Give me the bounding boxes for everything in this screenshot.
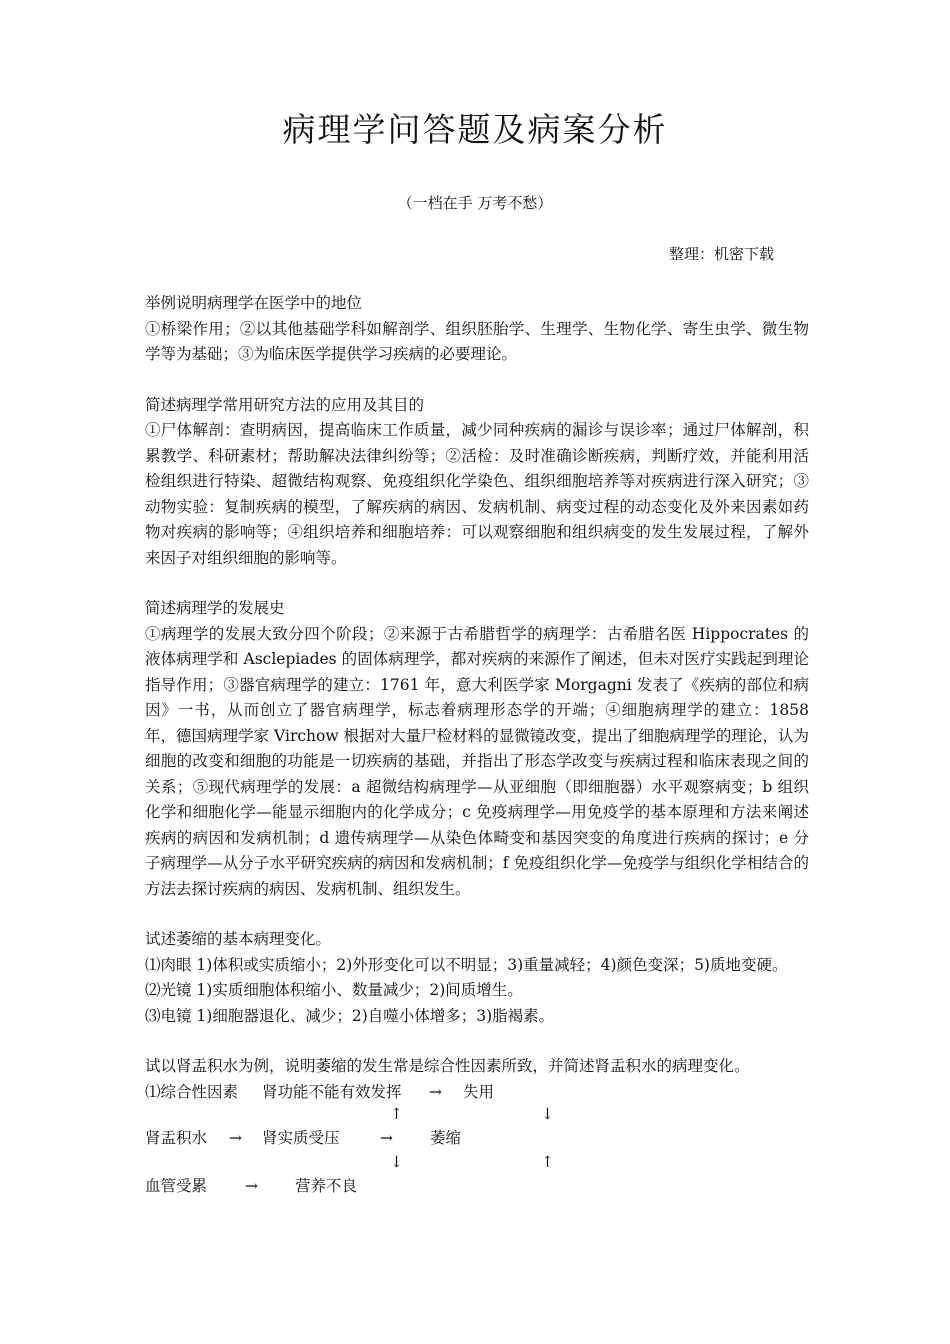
diagram-node: 失用 (463, 1082, 495, 1101)
arrow-right-icon: → (245, 1176, 258, 1195)
answer-paragraph: ⑴肉眼 1)体积或实质缩小；2)外形变化可以不明显；3)重量减轻；4)颜色变深；5)质地变硬。 (145, 955, 788, 974)
qa-section (145, 393, 809, 572)
qa-section (145, 1054, 809, 1200)
answer-paragraph: ⑵光镜 1)实质细胞体积缩小、数量减少；2)间质增生。 (145, 981, 523, 999)
qa-section (145, 927, 809, 1029)
document-body (145, 291, 809, 1225)
diagram-node: 肾功能不能有效发挥 (262, 1082, 402, 1101)
question-heading: 简述病理学常用研究方法的应用及其目的 (145, 395, 425, 414)
document-title: 病理学问答题及病案分析 (282, 110, 668, 149)
arrow-up-icon: ↑ (541, 1152, 554, 1171)
arrow-right-icon: → (380, 1128, 393, 1147)
diagram-node: 营养不良 (295, 1176, 358, 1195)
diagram-node: 血管受累 (145, 1176, 208, 1195)
arrow-right-icon: → (229, 1128, 242, 1147)
arrow-down-icon: ↓ (541, 1104, 554, 1123)
qa-section (145, 291, 809, 368)
editor-credit: 整理：机密下载 (668, 245, 774, 263)
diagram-node: 萎缩 (430, 1128, 462, 1147)
question-heading: 简述病理学的发展史 (145, 599, 285, 617)
atrophy-cause-diagram (145, 1080, 809, 1200)
answer-paragraph: ①病理学的发展大致分四个阶段；②来源于古希腊哲学的病理学：古希腊名医 Hippocrates 的液体病理学和 Asclepiades 的固体病理学，都对疾病的来源作了阐述，但未对医疗实践起到理论指导作用；③器官病理学的建立：1761 年，意大利医学家 Morgagni 发表了《疾病的部位和病因》一书，从而创立了器官病理学，标志着病理形态学的开端；④细胞病理学的建立：1858 年，德国病理学家 Virchow 根据对大量尸检材料的显微镜改变，提出了细胞病理学的理论，认为细胞的改变和细胞的功能是一切疾病的基础，并指出了形态学改变与疾病过程和临床表现之间的关系；⑤现代病理学的发展：a 超微结构病理学—从亚细胞（即细胞器）水平观察病变；b 组织化学和细胞化学—能显示细胞内的化学成分；c 免疫病理学—用免疫学的基本原理和方法来阐述疾病的病因和发病机制；d 遗传病理学—从染色体畸变和基因突变的角度进行疾病的探讨；e 分子病理学—从分子水平研究疾病的病因和发病机制；f 免疫组织化学—免疫学与组织化学相结合的方法去探讨疾病的病因、发病机制、组织发生。 (145, 624, 809, 898)
answer-paragraph: ⑶电镜 1)细胞器退化、减少；2)自噬小体增多；3)脂褐素。 (145, 1006, 555, 1025)
question-heading: 试以肾盂积水为例，说明萎缩的发生常是综合性因素所致，并简述肾盂积水的病理变化。 (145, 1057, 750, 1075)
question-heading: 举例说明病理学在医学中的地位 (145, 294, 363, 312)
diagram-node: 肾盂积水 (145, 1128, 208, 1147)
arrow-down-icon: ↓ (390, 1152, 403, 1171)
qa-section (145, 596, 809, 902)
question-heading: 试述萎缩的基本病理变化。 (145, 930, 332, 948)
arrow-up-icon: ↑ (390, 1104, 403, 1123)
answer-paragraph: ①桥梁作用；②以其他基础学科如解剖学、组织胚胎学、生理学、生物化学、寄生虫学、微生物学等为基础；③为临床医学提供学习疾病的必要理论。 (145, 319, 809, 363)
document-subtitle: （一档在手 万考不愁） (397, 194, 553, 212)
answer-paragraph: ①尸体解剖：查明病因，提高临床工作质量，减少同种疾病的漏诊与误诊率；通过尸体解剖，积累教学、科研素材；帮助解决法律纠纷等；②活检：及时准确诊断疾病，判断疗效，并能利用活检组织进行特染、超微结构观察、免疫组织化学染色、组织细胞培养等对疾病进行深入研究；③动物实验：复制疾病的模型，了解疾病的病因、发病机制、病变过程的动态变化及外来因素如药物对疾病的影响等；④组织培养和细胞培养：可以观察细胞和组织病变的发生发展过程，了解外来因子对组织细胞的影响等。 (145, 421, 809, 567)
diagram-node: 肾实质受压 (262, 1128, 340, 1147)
diagram-label: ⑴综合性因素 (145, 1082, 239, 1101)
arrow-right-icon: → (429, 1082, 442, 1101)
